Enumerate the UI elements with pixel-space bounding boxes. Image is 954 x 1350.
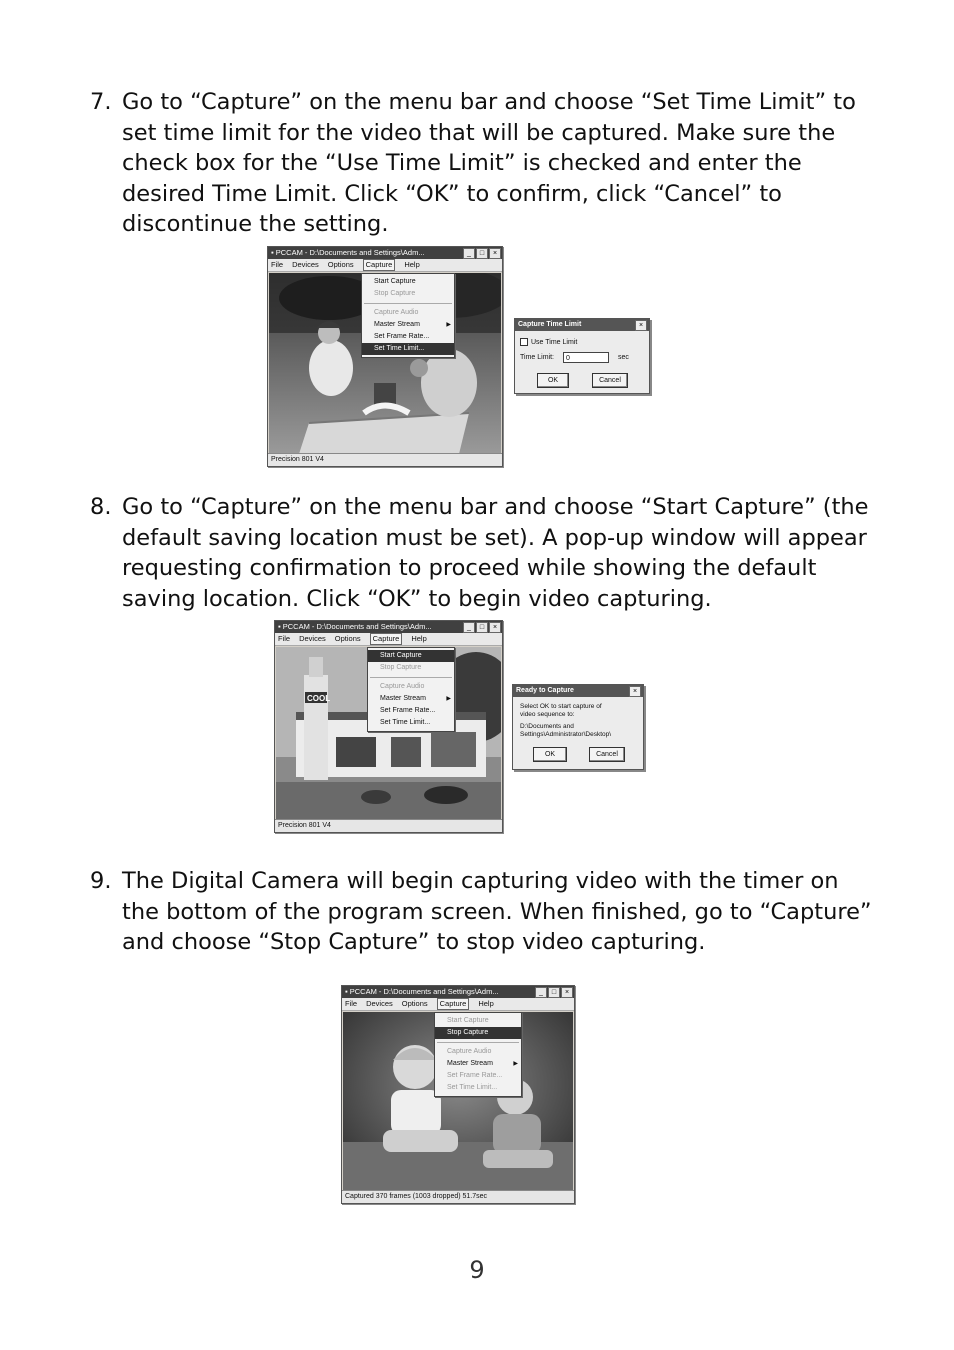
menu-file[interactable]: File (278, 634, 291, 643)
pccam-window-3 (341, 985, 575, 1204)
window-titlebar (342, 986, 574, 998)
dialog-title-text: Ready to Capture (516, 687, 574, 694)
use-time-limit-checkbox[interactable] (520, 338, 528, 346)
menuitem-capture-audio[interactable]: Capture Audio (447, 1048, 492, 1055)
menuitem-set-frame-rate[interactable]: Set Frame Rate... (380, 707, 436, 714)
menuitem-stop-capture[interactable]: Stop Capture (374, 290, 416, 297)
menuitem-master-stream[interactable] (368, 693, 454, 705)
dialog-title-text: Capture Time Limit (518, 321, 582, 328)
menuitem-start-capture[interactable]: Start Capture (374, 278, 416, 285)
menu-separator (364, 303, 452, 304)
menu-options[interactable]: Options (334, 634, 361, 643)
capture-dropdown (367, 647, 455, 732)
submenu-arrow-icon: ▶ (446, 322, 451, 328)
step-number: 8. (90, 494, 112, 520)
menuitem-set-time-limit[interactable]: Set Time Limit... (380, 719, 431, 726)
pccam-window-1 (267, 246, 503, 467)
menu-file[interactable]: File (271, 260, 284, 269)
station-sign: COOL (307, 694, 331, 703)
menu-capture[interactable]: Capture (363, 259, 396, 271)
menu-devices[interactable]: Devices (292, 260, 319, 269)
menu-options[interactable]: Options (327, 260, 354, 269)
unit-label: sec (618, 354, 629, 361)
close-button[interactable]: × (489, 622, 501, 633)
close-button[interactable]: × (489, 248, 501, 259)
menuitem-stop-capture[interactable]: Stop Capture (380, 664, 422, 671)
menu-file[interactable]: File (345, 999, 358, 1008)
time-limit-label: Time Limit: (520, 354, 554, 361)
menuitem-stop-capture[interactable]: Stop Capture (435, 1027, 521, 1039)
menu-bar (342, 998, 574, 1011)
step-number: 9. (90, 868, 112, 894)
dialog-message (520, 703, 611, 739)
window-title: PCCAM - D:\Documents and Settings\Adm... (282, 622, 432, 631)
maximize-button[interactable]: □ (476, 248, 488, 259)
capture-dropdown (361, 273, 455, 358)
menuitem-label: Master Stream (447, 1060, 493, 1067)
menuitem-set-time-limit[interactable]: Set Time Limit... (362, 343, 454, 355)
minimize-button[interactable]: _ (463, 622, 475, 633)
menu-separator (370, 677, 452, 678)
step-text: Go to “Capture” on the menu bar and choose “Set Time Limit” to set time limit for the video that will be captured. Make sure the check box for the “Use Time Limit” is checked and enter the desired Time Limit. Click “OK” to confirm, click “Cancel” to discontinue the setting. (122, 89, 856, 237)
message-line: Select OK to start capture of (520, 703, 602, 710)
app-icon: ▪ (345, 987, 348, 996)
menu-devices[interactable]: Devices (299, 634, 326, 643)
menu-help[interactable]: Help (478, 999, 494, 1008)
menuitem-capture-audio[interactable]: Capture Audio (380, 683, 425, 690)
page-number: 9 (469, 1256, 485, 1284)
menuitem-master-stream[interactable] (435, 1058, 521, 1070)
cancel-button[interactable]: Cancel (589, 747, 625, 762)
menuitem-label: Master Stream (380, 695, 426, 702)
menuitem-start-capture[interactable]: Start Capture (368, 650, 454, 662)
menu-help[interactable]: Help (404, 260, 420, 269)
ready-to-capture-dialog (512, 684, 644, 770)
minimize-button[interactable]: _ (463, 248, 475, 259)
step-text: The Digital Camera will begin capturing video with the timer on the bottom of the program screen. When finished, go to “Capture” and choose “Stop Capture” to stop video capturing. (122, 868, 872, 955)
menu-help[interactable]: Help (411, 634, 427, 643)
save-path-line: D:\Documents and (520, 723, 574, 730)
dialog-title (515, 319, 649, 331)
menu-bar (275, 633, 502, 646)
use-time-limit-row (520, 338, 577, 346)
window-titlebar (275, 621, 502, 633)
menuitem-label: Master Stream (374, 321, 420, 328)
menuitem-set-frame-rate[interactable]: Set Frame Rate... (447, 1072, 503, 1079)
step-text: Go to “Capture” on the menu bar and choose “Start Capture” (the default saving location must be set). A pop-up window will appear requesting confirmation to proceed while showing the default saving location. Click “OK” to begin video capturing. (122, 494, 869, 612)
submenu-arrow-icon: ▶ (513, 1061, 518, 1067)
step-number: 7. (90, 89, 112, 115)
maximize-button[interactable]: □ (476, 622, 488, 633)
menuitem-set-time-limit[interactable]: Set Time Limit... (447, 1084, 498, 1091)
status-bar: Precision 801 V4 (268, 453, 502, 466)
menu-options[interactable]: Options (401, 999, 428, 1008)
status-bar: Captured 370 frames (1003 dropped) 51.7sec (342, 1190, 574, 1203)
minimize-button[interactable]: _ (535, 987, 547, 998)
menu-capture[interactable]: Capture (437, 998, 470, 1010)
menuitem-set-frame-rate[interactable]: Set Frame Rate... (374, 333, 430, 340)
ok-button[interactable]: OK (533, 747, 567, 762)
dialog-close-button[interactable]: × (629, 686, 641, 697)
app-icon: ▪ (271, 248, 274, 257)
dialog-title (513, 685, 643, 697)
time-limit-dialog (514, 318, 650, 394)
cancel-button[interactable]: Cancel (592, 373, 628, 388)
maximize-button[interactable]: □ (548, 987, 560, 998)
message-line: video sequence to: (520, 711, 575, 718)
menuitem-capture-audio[interactable]: Capture Audio (374, 309, 419, 316)
menuitem-master-stream[interactable] (362, 319, 454, 331)
menu-devices[interactable]: Devices (366, 999, 393, 1008)
menu-separator (437, 1042, 519, 1043)
status-bar: Precision 801 V4 (275, 819, 502, 832)
time-limit-input[interactable]: 0 (563, 352, 609, 363)
capture-dropdown (434, 1012, 522, 1097)
save-path-line: Settings\Administrator\Desktop\ (520, 731, 612, 738)
window-title: PCCAM - D:\Documents and Settings\Adm... (349, 987, 499, 996)
ok-button[interactable]: OK (537, 373, 569, 388)
pccam-window-2 (274, 620, 503, 833)
submenu-arrow-icon: ▶ (446, 696, 451, 702)
menu-capture[interactable]: Capture (370, 633, 403, 645)
menu-bar (268, 259, 502, 272)
window-title: PCCAM - D:\Documents and Settings\Adm... (275, 248, 425, 257)
window-titlebar (268, 247, 502, 259)
app-icon: ▪ (278, 622, 281, 631)
menuitem-start-capture[interactable]: Start Capture (447, 1017, 489, 1024)
checkbox-label: Use Time Limit (531, 338, 578, 346)
close-button[interactable]: × (561, 987, 573, 998)
dialog-close-button[interactable]: × (635, 320, 647, 331)
